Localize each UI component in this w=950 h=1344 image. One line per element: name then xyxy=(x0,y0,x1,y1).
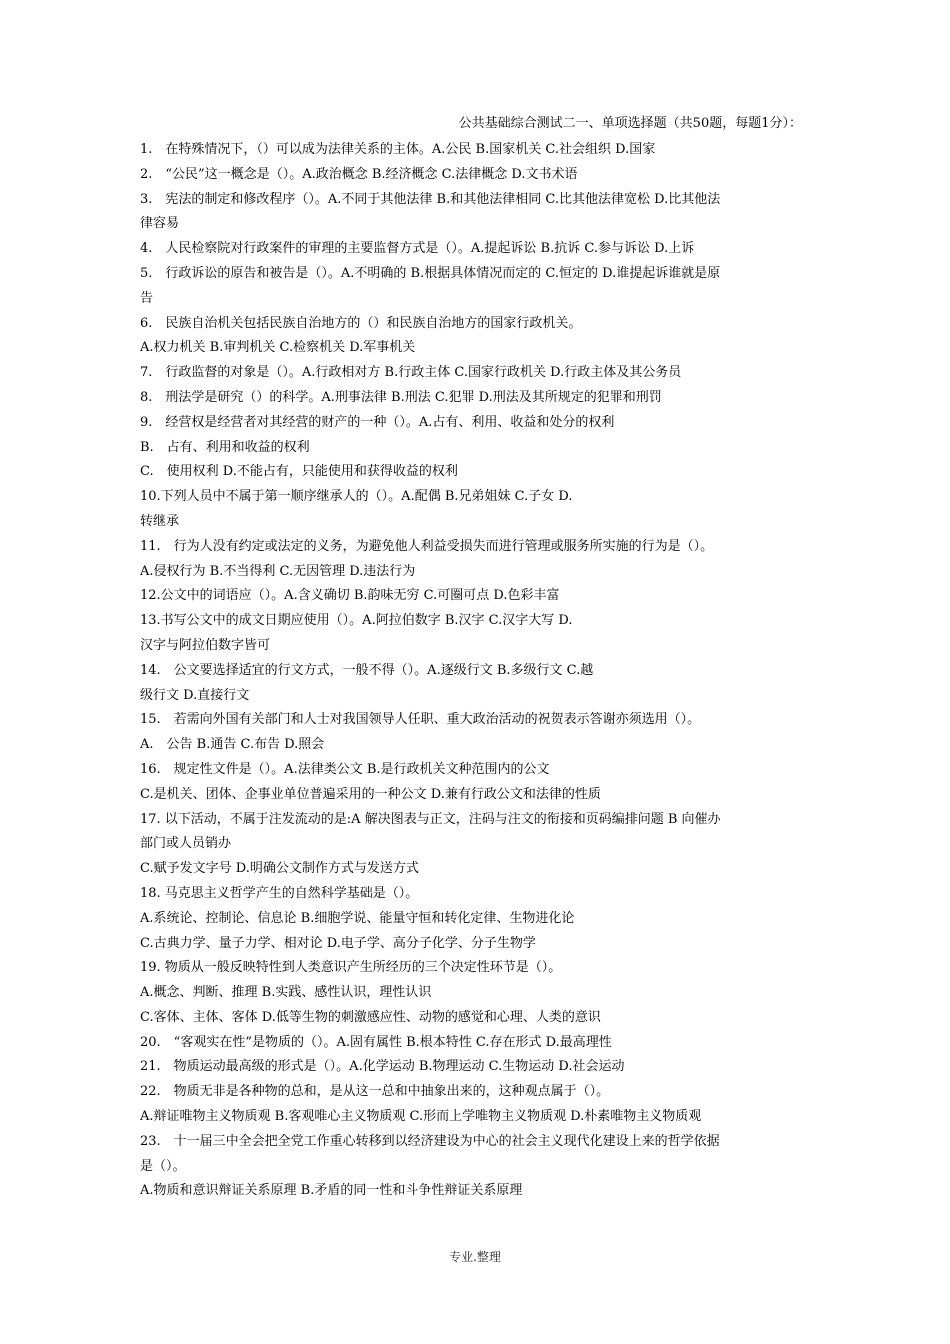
text-line: 13.书写公文中的成文日期应使用（）。A.阿拉伯数字 B.汉字 C.汉字大写 D. xyxy=(140,613,573,629)
text-line: C.古典力学、量子力学、相对论 D.电子学、高分子化学、分子生物学 xyxy=(140,935,536,951)
text-line: A. 公告 B.通告 C.布告 D.照会 xyxy=(140,737,325,753)
text-line: 12.公文中的词语应（）。A.含义确切 B.韵味无穷 C.可圈可点 D.色彩丰富 xyxy=(140,588,560,604)
text-line: 是（）。 xyxy=(140,1158,186,1174)
question-list xyxy=(140,138,815,1204)
text-line: A.辩证唯物主义物质观 B.客观唯心主义物质观 C.形而上学唯物主义物质观 D.朴素唯物主义物质观 xyxy=(140,1109,702,1125)
text-line: 4. 人民检察院对行政案件的审理的主要监督方式是（）。A.提起诉讼 B.抗诉 C.参与诉讼 D.上诉 xyxy=(140,241,695,257)
text-line: B. 占有、利用和收益的权利 xyxy=(140,439,310,455)
text-line: 23. 十一届三中全会把全党工作重心转移到以经济建设为中心的社会主义现代化建设上来的哲学依据 xyxy=(140,1133,720,1149)
text-line: C. 使用权利 D.不能占有，只能使用和获得收益的权利 xyxy=(140,464,458,480)
document-title: 公共基础综合测试二一、单项选择题（共50题，每题1分）： xyxy=(458,116,802,131)
text-line: 转继承 xyxy=(140,513,180,529)
text-line: A.概念、判断、推理 B.实践、感性认识，理性认识 xyxy=(140,985,432,1001)
text-line: C.客体、主体、客体 D.低等生物的刺激感应性、动物的感觉和心理、人类的意识 xyxy=(140,1009,601,1025)
text-line: 20. “客观实在性”是物质的（）。A.固有属性 B.根本特性 C.存在形式 D.最高理性 xyxy=(140,1034,612,1050)
text-line: 7. 行政监督的对象是（）。A.行政相对方 B.行政主体 C.国家行政机关 D.行政主体及其公务员 xyxy=(140,365,682,381)
text-line: 5. 行政诉讼的原告和被告是（）。A.不明确的 B.根据具体情况而定的 C.恒定的 D.谁提起诉谁就是原 xyxy=(140,265,721,281)
text-line: 6. 民族自治机关包括民族自治地方的（）和民族自治地方的国家行政机关。 xyxy=(140,315,582,331)
text-line: A.系统论、控制论、信息论 B.细胞学说、能量守恒和转化定律、生物进化论 xyxy=(140,910,575,926)
text-line: 部门或人员销办 xyxy=(140,836,232,852)
text-line: A.物质和意识辩证关系原理 B.矛盾的同一性和斗争性辩证关系原理 xyxy=(140,1183,523,1199)
text-line: 16. 规定性文件是（）。A.法律类公文 B.是行政机关文种范围内的公文 xyxy=(140,761,550,777)
text-line: 级行文 D.直接行文 xyxy=(140,687,250,703)
text-line: 17. 以下活动，不属于注发流动的是:A 解决图表与正文，注码与注文的衔接和页码编排问题 B 向催办 xyxy=(140,811,721,827)
page-footer: 专业.整理 xyxy=(449,1250,501,1264)
text-line: A.权力机关 B.审判机关 C.检察机关 D.军事机关 xyxy=(140,340,416,356)
text-line: 8. 刑法学是研究（）的科学。A.刑事法律 B.刑法 C.犯罪 D.刑法及其所规定的犯罪和刑罚 xyxy=(140,389,662,405)
text-line: 18. 马克思主义哲学产生的自然科学基础是（）。 xyxy=(140,885,419,901)
text-line: 2. “公民”这一概念是（）。A.政治概念 B.经济概念 C.法律概念 D.文书术语 xyxy=(140,166,578,182)
text-line: 告 xyxy=(140,290,154,306)
text-line: A.侵权行为 B.不当得利 C.无因管理 D.违法行为 xyxy=(140,563,416,579)
text-line: 汉字与阿拉伯数字皆可 xyxy=(140,637,271,653)
text-line: 21. 物质运动最高级的形式是（）。A.化学运动 B.物理运动 C.生物运动 D.社会运动 xyxy=(140,1059,625,1075)
text-line: 10.下列人员中不属于第一顺序继承人的（）。A.配偶 B.兄弟姐妹 C.子女 D. xyxy=(140,489,573,505)
text-line: 1. 在特殊情况下，（）可以成为法律关系的主体。A.公民 B.国家机关 C.社会组织 D.国家 xyxy=(140,142,656,157)
text-line: C.是机关、团体、企事业单位普遍采用的一种公文 D.兼有行政公文和法律的性质 xyxy=(140,786,601,802)
text-line: C.赋予发文字号 D.明确公文制作方式与发送方式 xyxy=(140,861,419,877)
text-line: 9. 经营权是经营者对其经营的财产的一种（）。A.占有、利用、收益和处分的权利 xyxy=(140,414,615,430)
text-line: 11. 行为人没有约定或法定的义务，为避免他人利益受损失而进行管理或服务所实施的行为是（）。 xyxy=(140,538,714,554)
text-line: 律容易 xyxy=(140,216,180,232)
text-line: 15. 若需向外国有关部门和人士对我国领导人任职、重大政治活动的祝贺表示答谢亦须选用（）。 xyxy=(140,712,701,728)
text-line: 14. 公文要选择适宜的行文方式，一般不得（）。A.逐级行文 B.多级行文 C.越 xyxy=(140,662,594,678)
text-line: 19. 物质从一般反映特性到人类意识产生所经历的三个决定性环节是（）。 xyxy=(140,960,562,976)
text-line: 3. 宪法的制定和修改程序（）。A.不同于其他法律 B.和其他法律相同 C.比其他法律宽松 D.比其他法 xyxy=(140,191,721,207)
text-line: 22. 物质无非是各种物的总和，是从这一总和中抽象出来的，这种观点属于（）。 xyxy=(140,1084,610,1100)
